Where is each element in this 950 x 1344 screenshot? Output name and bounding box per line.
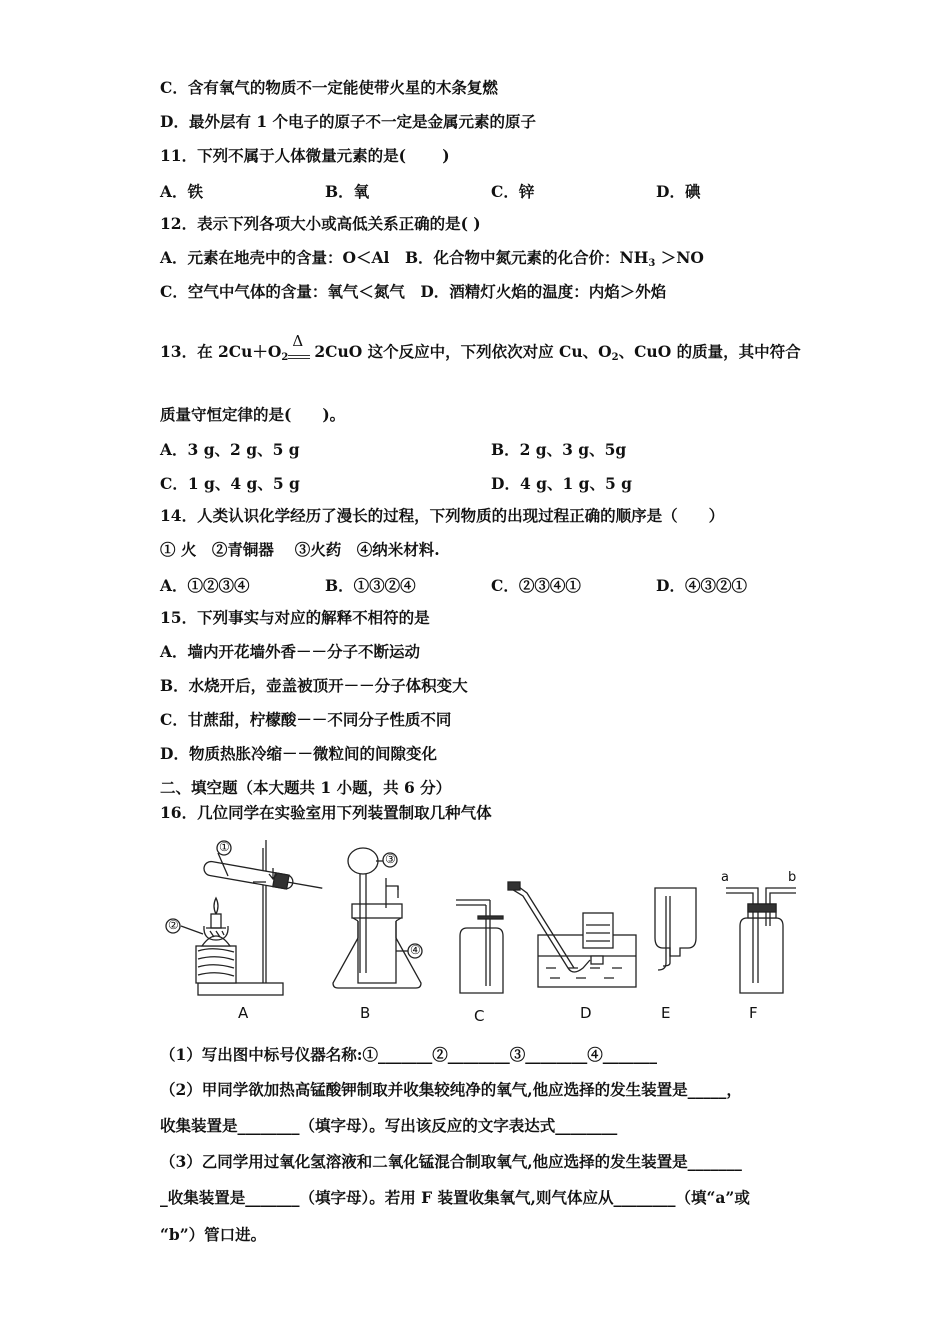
question-13: 13．在 $2Cu+O_2$ Δ 2CuO 这个反应中，下列依次对应 Cu、$O_2$、CuO 的质量，其中符合	[160, 332, 801, 363]
q16-part-1: （1）写出图中标号仪器名称:①_______②________③________④_______	[160, 1045, 658, 1064]
figure-label-c: C	[474, 1007, 485, 1025]
q13-options-cd	[160, 472, 800, 492]
q15-option-d[interactable]: D．物质热胀冷缩－－微粒间的间隙变化	[160, 744, 437, 763]
apparatus-c	[456, 900, 503, 993]
apparatus-a	[166, 840, 323, 995]
q11-option-c[interactable]: C．锌	[491, 182, 535, 201]
q13-option-d[interactable]: D．4 g、1 g、5 g	[491, 474, 632, 493]
q13-option-c[interactable]: C．1 g、4 g、5 g	[160, 474, 300, 493]
apparatus-d	[508, 882, 636, 987]
q16-part-2b: 收集装置是________（填字母）。写出该反应的文字表达式________	[160, 1116, 618, 1135]
q11-options	[160, 180, 800, 200]
figure-label-d: D	[580, 1004, 592, 1022]
q11-option-d[interactable]: D．碘	[656, 182, 701, 201]
q14-option-a[interactable]: A．①②③④	[160, 576, 250, 595]
q14-option-b[interactable]: B．①③②④	[325, 576, 416, 595]
q15-option-b[interactable]: B．水烧开后，壶盖被顶开－－分子体积变大	[160, 676, 468, 695]
figure-label-f: F	[749, 1004, 758, 1022]
q12-options-cd[interactable]: C．空气中气体的含量：氧气＜氮气 D．酒精灯火焰的温度：内焰＞外焰	[160, 282, 667, 301]
apparatus-e	[655, 888, 696, 970]
q16-part-3b: _收集装置是_______（填字母）。若用 F 装置收集氧气,则气体应从________（填“a”或	[160, 1188, 750, 1207]
apparatus-figure	[158, 838, 808, 1028]
marker-1: ①	[219, 840, 230, 854]
q14-option-d[interactable]: D．④③②①	[656, 576, 747, 595]
q14-option-c[interactable]: C．②③④①	[491, 576, 581, 595]
q13-options-ab	[160, 438, 800, 458]
option-c-prev: C．含有氧气的物质不一定能使带火星的木条复燃	[160, 78, 498, 97]
delta-symbol: Δ	[292, 332, 304, 350]
question-12: 12．表示下列各项大小或高低关系正确的是( )	[160, 214, 481, 233]
apparatus-f	[726, 888, 796, 993]
q14-options	[160, 574, 800, 594]
option-d-prev: D．最外层有 1 个电子的原子不一定是金属元素的原子	[160, 112, 537, 131]
q16-part-3: （3）乙同学用过氧化氢溶液和二氧化锰混合制取氧气,他应选择的发生装置是_______	[160, 1152, 742, 1171]
section-heading: 二、填空题（本大题共 1 小题，共 6 分）	[160, 778, 452, 797]
q13-option-b[interactable]: B．2 g、3 g、5g	[491, 440, 627, 459]
q14-items: ① 火 ②青铜器 ③火药 ④纳米材料.	[160, 540, 440, 559]
q15-option-a[interactable]: A．墙内开花墙外香－－分子不断运动	[160, 642, 421, 661]
question-13-cont: 质量守恒定律的是( )。	[160, 405, 346, 424]
question-15: 15．下列事实与对应的解释不相符的是	[160, 608, 430, 627]
q11-option-b[interactable]: B．氧	[325, 182, 370, 201]
q11-option-a[interactable]: A．铁	[160, 182, 204, 201]
marker-3: ③	[385, 852, 396, 866]
question-16: 16．几位同学在实验室用下列装置制取几种气体	[160, 803, 492, 822]
marker-2: ②	[168, 918, 179, 932]
figure-label-e: E	[661, 1004, 671, 1022]
q16-part-3c: “b”）管口进。	[160, 1225, 267, 1244]
figure-label-b: B	[360, 1004, 371, 1022]
tube-label-a: a	[721, 870, 729, 885]
apparatus-b	[333, 848, 422, 988]
tube-label-b: b	[788, 870, 797, 885]
q12-options-ab[interactable]: A．元素在地壳中的含量：O＜Al B．化合物中氮元素的化合价：$NH_3 >NO$	[160, 248, 704, 269]
q15-option-c[interactable]: C．甘蔗甜，柠檬酸－－不同分子性质不同	[160, 710, 452, 729]
question-14: 14．人类认识化学经历了漫长的过程，下列物质的出现过程正确的顺序是（ ）	[160, 506, 725, 525]
question-11: 11．下列不属于人体微量元素的是( )	[160, 146, 450, 165]
q13-option-a[interactable]: A．3 g、2 g、5 g	[160, 440, 300, 459]
marker-4: ④	[410, 943, 421, 957]
figure-label-a: A	[238, 1004, 249, 1022]
q16-part-2: （2）甲同学欲加热高锰酸钾制取并收集较纯净的氧气,他应选择的发生装置是_____，	[160, 1080, 742, 1099]
